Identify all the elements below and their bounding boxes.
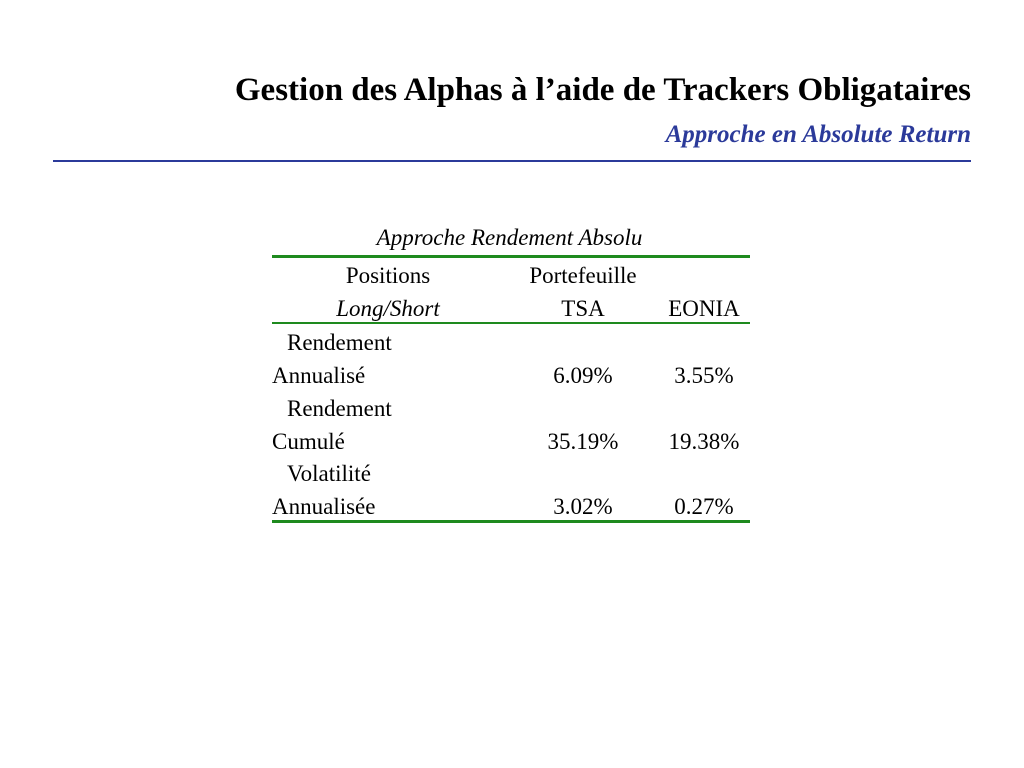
- header-positions-line1: Positions: [345, 263, 431, 288]
- row-value-eonia: 19.38%: [668, 429, 740, 454]
- header-portfolio-line2: TSA: [561, 296, 605, 321]
- row-label-line1: Rendement: [287, 396, 392, 421]
- row-value-eonia: 3.55%: [674, 363, 734, 388]
- row-value-tsa: 6.09%: [553, 363, 613, 388]
- row-value-tsa: 35.19%: [547, 429, 619, 454]
- row-label-line2: Cumulé: [272, 429, 345, 454]
- header-positions-line2: Long/Short: [336, 296, 440, 321]
- row-label-line1: Rendement: [287, 330, 392, 355]
- header-benchmark: EONIA: [668, 296, 740, 321]
- table-caption: Approche Rendement Absolu: [376, 225, 643, 250]
- header-divider: [53, 160, 971, 162]
- row-value-eonia: 0.27%: [674, 494, 734, 519]
- slide-title: Gestion des Alphas à l’aide de Trackers Obligataires: [234, 72, 971, 108]
- row-label-line2: Annualisée: [272, 494, 376, 519]
- row-label-line2: Annualisé: [272, 363, 366, 388]
- table-top-rule: [272, 255, 750, 258]
- row-value-tsa: 3.02%: [553, 494, 613, 519]
- table-header-rule: [272, 322, 750, 324]
- header-portfolio-line1: Portefeuille: [529, 263, 637, 288]
- slide-subtitle: Approche en Absolute Return: [665, 121, 971, 148]
- row-label-line1: Volatilité: [287, 461, 371, 486]
- table-bottom-rule: [272, 520, 750, 523]
